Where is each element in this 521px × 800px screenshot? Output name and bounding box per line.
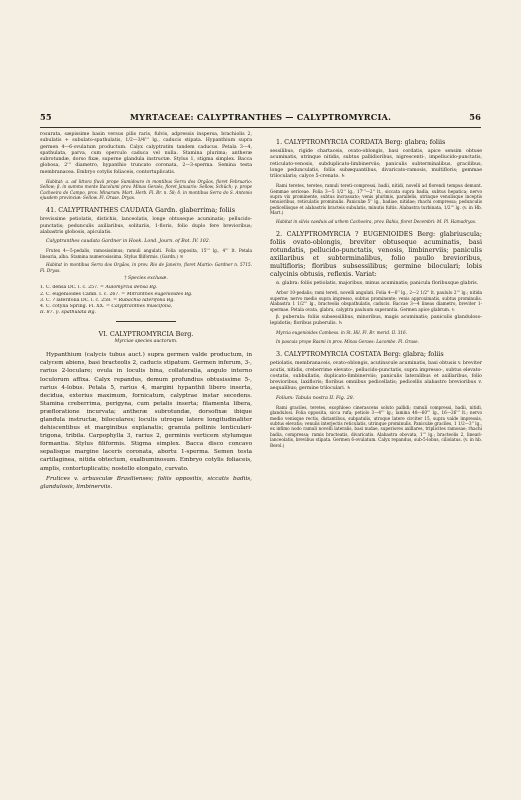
header-rule bbox=[40, 127, 481, 128]
species-41-description: Frutex 4—5-pedalis, ramosissimus; ramuli angulati. Folia opposita, 15''' lg., 4''' lt. Petala linearia, alba. Stamina numerosissima. Stylus filiformis. (Gardn.) ♃ bbox=[40, 248, 252, 259]
genus-subheading: Myrciae species auctorum. bbox=[114, 338, 178, 344]
running-header bbox=[40, 112, 481, 126]
species-2-variety-alpha: α. glabra: foliis petiolatis, majoribus, minus acuminatis; panicula floribusque glabris. bbox=[276, 281, 479, 287]
continuation-paragraph: rosurata, sæpissime basin versus pilis raris, fulvis, adpressis inspersa, brachiolis 2, subulatis + subulato-spathulatis, 1/2—3/4''' lg., caducis stipata. Hypanthium supra germen 4—6-ovulatum productum. Calyx calyptratim tandem caducus. Petala 3—4, spathulata, parva, cum operculo caduca vel nulla. Stamina plurima; antheræ subrotundæ, dorso fixæ, superne glandula instructæ. Stylus 1, stigma simplex. Bacca globosa, 2''' diametro, hypanthio truncato coronata, 2—3-sperma. Semina testa membranacea. Embryo cotylis foliaceis, contortuplicatis. bbox=[40, 132, 252, 175]
genus-habit: Frutices v. arbusculæ Brasilienses; foliis oppositis, siccatis badiis, glandulosis, limbinerviis. bbox=[40, 475, 252, 490]
excluded-name: 3. C. ? laterifolia DC. l. c. 258. bbox=[40, 297, 112, 303]
genus-heading: VI. CALYPTROMYRCIA Berg. bbox=[98, 329, 194, 338]
species-1-diagnosis: sessilibus, rigide chartaceis, ovato-oblongis, basi cordatis, apice sensim obtuse acuminatis, utrinque nitidis, subtus pallidioribus, nigrescenti-, impellucido-punctatis, reticulato-venosis, subduplicato-limbinerviis; paniculis subterminalibus, gracilibus, longe pedunculatis, foliis subæquantibus, divaricato-ramosis, multifloris; gemmae trilocularis; calyce 5-crenato. ♄ bbox=[270, 149, 482, 179]
excluded-synonym: γ. spathulata Bg. bbox=[55, 310, 96, 316]
species-41-synonym: Calyptranthes caudata Gardner in Hook. Lond. Journ. of Bot. IV. 102. bbox=[46, 239, 211, 245]
habitat-paragraph: Habitat: a. ad littora fluvii prope Sumidouro in montibus Serra dos Orgãos, floret Februario: Sellow; β. in summo monte Itacolumi prov. Minas Geraës, floret Januario: Sellow, Schüch; γ. prope Cachoeira do Campo, prov. Minarum: Mart. Herb. Fl. Br. n. 58; δ. in montibus Serra do S. Antonio ejusdem provinciæ: Sellow. Fl. Orase. Dryas. bbox=[40, 178, 252, 200]
excluded-name: II. 87. bbox=[40, 310, 55, 316]
excluded-synonym: = Rubachia laterifolia Bg. bbox=[113, 297, 175, 303]
excluded-synonym: = Calyptranthes muscifolia, bbox=[105, 304, 173, 310]
genus-character: Hypanthium (calycis tubus auct.) supra germen valde productum, in calycem abiens, basi bracteolis 2, caducis stipatum. Germen inferum, 3-, rarius 2-loculare; ovula in loculis bina, collateralia, angulo interno loculorum affixa. Calyx repandus, demum profundius obtusissime 5-, rarius 4-lobus. Petala 5, rarius 4, margini hypanthii libero inserta, decidua, exterius maximum, fornicatum, calyptrae instar secedens. Stamina creberrima, perigyna, cum petalis inserta; filamenta libera, præfloratione incurvata; antheræ subrotundæ, dorsofixæ ibique glandula instructæ, biloculares; loculis utroque latere longitudinaliter dehiscentibus et marginibus explanatis; granula pollinis lenticulari-trigona, tribila. Carpophylla 3, rarius 2, germinis verticem stylumque formantia. Stylus filiformis. Stigma simplex. Bacca disco concavo sepalisque margine laceris coronata, abortu 1-sperma. Semen testa cartilaginea, nitida obtectum, exalbuminosum. Embryo cotylis foliaceis, amplis, contortuplicatis; nostello elongato, curvato. bbox=[40, 352, 252, 472]
species-3-figure-reference: Folium: Tabula nostra II. Fig. 28. bbox=[276, 395, 355, 401]
species-41-diagnosis: brevissime petiolatis, distichis, lanceolatis, longe obtuseque acuminatis; pellucido-punctatis; pedunculis axillaribus, solitariis, 1-floris, folio duplo fere brevioribus; alabastris globosis, apiculatis. bbox=[40, 217, 252, 235]
species-3-diagnosis: petiolatis, membranaceis, ovato-oblongis, acutinscule acuminatis, basi obtusis v. breviter acutis, nitidis, creberrime elevato-, pellucido-punctatis, supra impresso-, subtus elevato-costatis, subbullatis, duplicato-limbinerviis; paniculis lateralibus et axillaribus, folio brevioribus, laxifloris; floribus omnibus pedicellatis; pedicellis alabastro brevioribus v. aequalibus; germine triloculari. ♄ bbox=[270, 361, 482, 392]
species-41-heading: 41. CALYPTRANTHES CAUDATA Gardn. glaberrima; foliis bbox=[46, 206, 235, 215]
excluded-species-title: † Species exclusæ. bbox=[124, 276, 168, 281]
species-2-synonym: Myrcia eugenioides Cambess. in St. Hil. Fl. Br. merid. II. 316. bbox=[276, 330, 408, 336]
running-title: MYRTACEAE: CALYPTRANTHES — CALYPTROMYRCIA. bbox=[129, 112, 392, 122]
excluded-synonym: = Aulomyrcia densa Bg. bbox=[100, 285, 158, 291]
species-2-habitat: In pascuis prope Rasmi in prov. Minas Geraes: Lacombe. Fl. Orase. bbox=[276, 338, 419, 344]
section-divider bbox=[116, 321, 176, 322]
species-3-description: Rami graciles, teretes, exophloeo cinerascens soluto pallidi; ramuli compressi, badii, nitidi, glandulosi. Folia opposita, sicca rufa; petiolo 3—4''' lg.; lamina 48—60''' lg., 16—26''' lt.; nervo medio venisque rectis, distantibus, subpatulis, utroque latere circiter 15, supra valde impressis, subtus elevatis; venulis interjectis reticulatis, utrinque prominulis. Paniculæ graciles, 1 1/2—3'' lg., ex infimo nodo ramuli novelli lateralis, basi nudae, superiores axillares, triplicites ramosae; rhachi badia, compressa; ramis bracteatis, divaricatis. Alabastra obovata, 1''' lg.; bracteolis 2, lineari-lanceolatis, brevibus stipata. Germen 6-ovulatum. Calyx repandus, sub-5-lobus, ciliolatus. (v. in hb. Berol.) bbox=[270, 404, 482, 448]
species-1-heading: 1. CALYPTROMYRCIA CORDATA Berg: glabra; foliis bbox=[276, 138, 446, 146]
species-3-heading: 3. CALYPTROMYRCIA COSTATA Berg: glabra; foliis bbox=[276, 350, 444, 359]
species-2-description: Arbor 10-pedalis; rami tereti, novelli angulati. Folia 4—6'' lg., 2—2 1/2'' lt. paululo 2''' lg.; nitida superne; nervo medio supra impresso, subtus prominente; venis approximatis, subtus prominulis. Alabastra 1 1/2''' lg., bracteolis obspathulatis, caducis. Baccae 3—4 lineas diametro, breviter 1-spermae. Petala ovata, glabra, calyptra pauluum superantia. Germen apice glabrum. ♄ bbox=[270, 290, 482, 312]
page-number-right: 56 bbox=[469, 112, 481, 122]
right-column bbox=[270, 132, 482, 451]
excluded-name: 2. C. eugenioides Camb. l. c. 267. bbox=[40, 291, 120, 297]
species-41-habitat: Habitat in montibus Serra dos Orgãos, in prov. Rio de Janeiro, floret Martio: Gardner n. 5715. Fl. Dryas. bbox=[40, 262, 252, 273]
excluded-species-list bbox=[40, 285, 252, 316]
species-1-habitat: Habitat in silvis caeduis ad urbem Cachoeira, prov. Bahia, floret Decembri: M. Pl. Hamadryas. bbox=[276, 218, 477, 224]
excluded-row bbox=[40, 310, 252, 316]
species-2-heading: 2. CALYPTROMYRCIA ? EUGENIOIDES Berg: glabriuscula; foliis ovato-oblongis, breviter obtuseque acuminatis, basi rotundatis, pellucido-punctatis, venosis, limbinerviis; paniculis axillaribus et subterminalibus, folio paullo brevioribus, multifloris; floribus subsessilibus; germine biloculari; lobis calycinis obtusis, reflexis. Variat: bbox=[270, 230, 482, 279]
excluded-name: 1. C. densa DC. l. c. 257. bbox=[40, 285, 99, 291]
excluded-name: 4. C. cotylia Spring. Fl. XX. bbox=[40, 304, 105, 310]
species-2-variety-beta: β. puberula: foliis subsessilibus, minoribus, magis acuminatis; paniculis glanduloso-lepidotis; floribus puberulis. ♄ bbox=[270, 314, 482, 327]
left-column bbox=[40, 132, 252, 493]
genus-description bbox=[40, 351, 252, 491]
page-number-left: 55 bbox=[40, 112, 52, 122]
excluded-synonym: = Mitranthes eugenioides Bg. bbox=[121, 291, 193, 297]
species-1-description: Rami teretes, teretes; ramuli tereti-compressi, badii, nitidi, novelli ad florendi tempus demunt. Gemmae sericeae. Folia 3—5 1/2'' lg., 17'''—2'' lt., siccata supra badia, subtus hepatica; nervo supra vix prominente, subtus incrassato; venis plurimis, parallelis, utrinque venulisque inceptis tenuioribus, reticulatis prominulis. Paniculæ 5'' lg., badiae, nitidae; rhachi compressa; pedunculis pedicellisque et alabastris bracteis subulatis, minutis fultis. Alabastra turbinata, 1/2''' lg. (v. in Hb. Mart.) bbox=[270, 183, 482, 216]
